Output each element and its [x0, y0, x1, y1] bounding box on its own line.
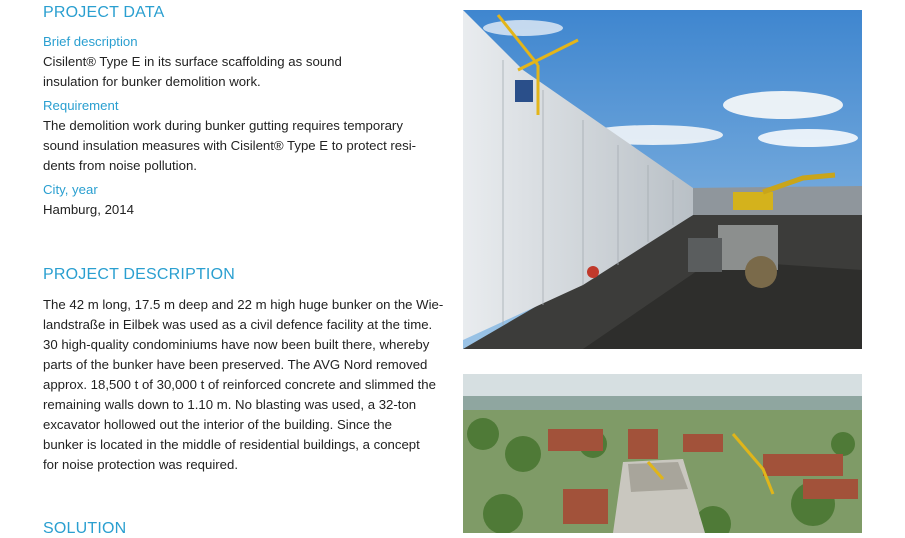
city-year-label: City, year	[43, 182, 98, 197]
brief-description-line: Cisilent® Type E in its surface scaffolding as sound	[43, 54, 342, 69]
brief-description-line: insulation for bunker demolition work.	[43, 74, 261, 89]
requirement-line: sound insulation measures with Cisilent® Type E to protect resi-	[43, 138, 417, 153]
project-data-heading: PROJECT DATA	[43, 4, 165, 21]
requirement-line: The demolition work during bunker gutting requires temporary	[43, 118, 403, 133]
description-line: landstraße in Eilbek was used as a civil defence facility at the time.	[43, 317, 433, 332]
rooftop-scaffolding-photo	[463, 10, 862, 349]
aerial-bunker-photo	[463, 374, 862, 533]
description-line: parts of the bunker have been preserved. The AVG Nord removed	[43, 357, 428, 372]
rooftop-scaffolding-illustration	[463, 10, 862, 349]
description-line: bunker is located in the middle of residential buildings, a concept	[43, 437, 420, 452]
brief-description-label: Brief description	[43, 34, 138, 49]
description-line: The 42 m long, 17.5 m deep and 22 m high huge bunker on the Wie-	[43, 297, 444, 312]
aerial-bunker-illustration	[463, 374, 862, 533]
requirement-label: Requirement	[43, 98, 119, 113]
description-line: remaining walls down to 1.10 m. No blasting was used, a 32-ton	[43, 397, 417, 412]
project-description-heading: PROJECT DESCRIPTION	[43, 266, 235, 283]
description-line: 30 high-quality condominiums have now been built there, whereby	[43, 337, 430, 352]
requirement-line: dents from noise pollution.	[43, 158, 197, 173]
description-line: excavator hollowed out the interior of the building. Since the	[43, 417, 392, 432]
city-year-value: Hamburg, 2014	[43, 202, 134, 217]
description-line: approx. 18,500 t of 30,000 t of reinforced concrete and slimmed the	[43, 377, 436, 392]
solution-heading: SOLUTION	[43, 520, 127, 537]
description-line: for noise protection was required.	[43, 457, 238, 472]
